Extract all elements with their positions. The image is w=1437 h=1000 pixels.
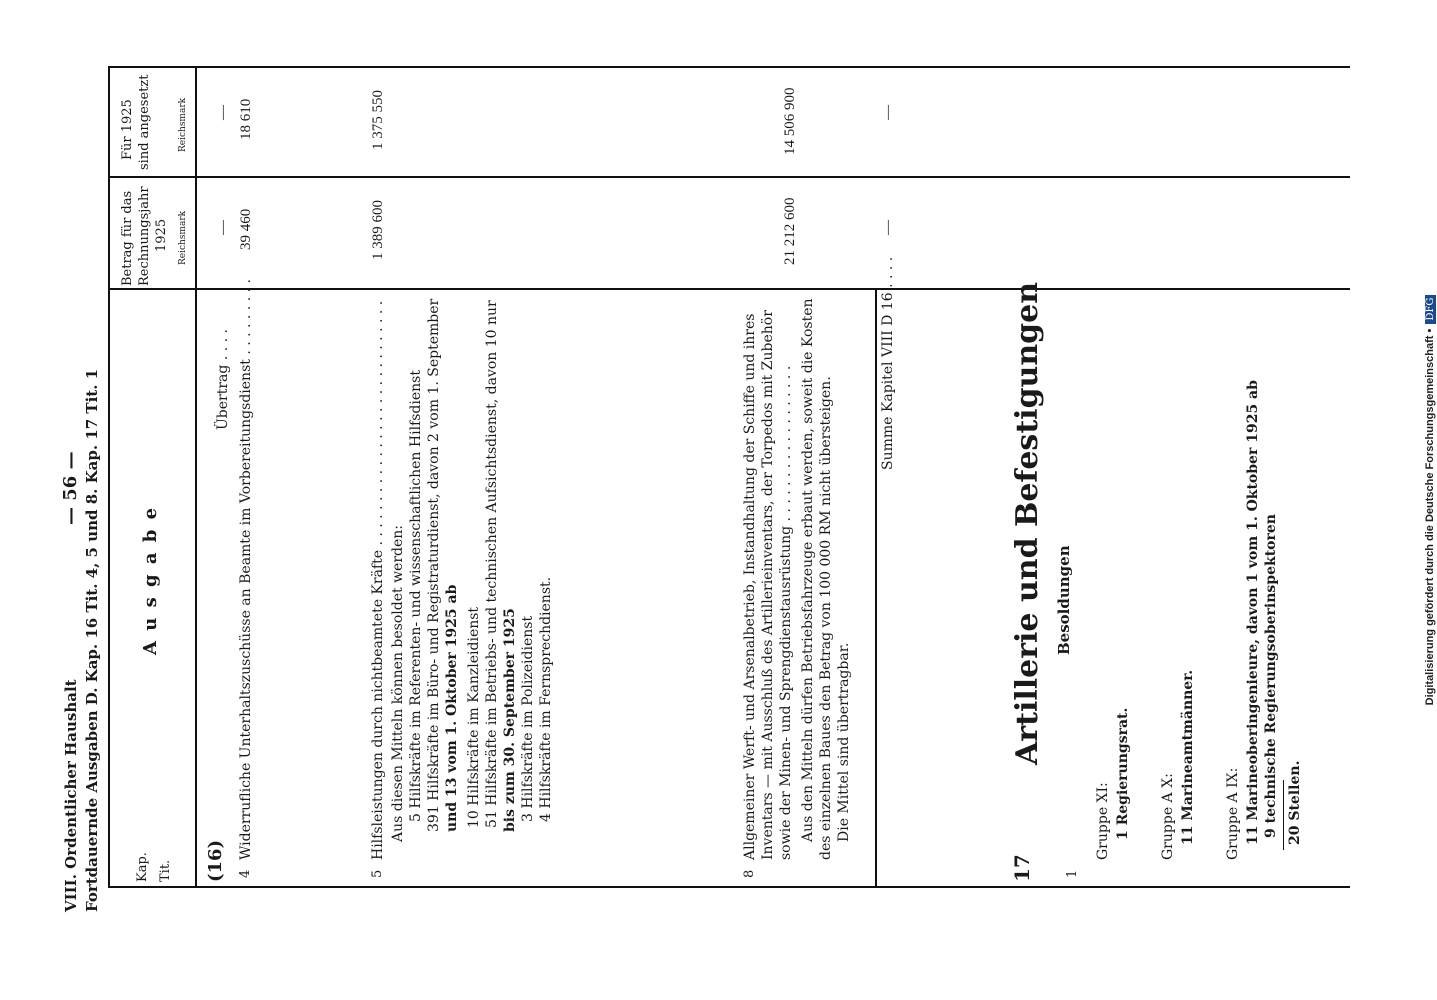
col-kap: Kap.: [135, 852, 150, 882]
table-head-rule: [195, 68, 197, 888]
tit-5-sub-4a: 51 Hilfskräfte im Betriebs- und technischen Aufsichtsdienst, davon 10 nur: [484, 300, 500, 828]
page-number: — 56 —: [60, 451, 81, 525]
tit-5-betrag: 1 389 600: [370, 200, 386, 260]
gruppe-aix-item-1: 11 Marineoberingenieure, davon 1 vom 1. Oktober 1925 ab: [1245, 380, 1261, 845]
tit-5-sub-0: Aus diesen Mitteln können besoldet werden:: [390, 524, 406, 842]
kap-17-title: Artillerie und Befestigungen: [1010, 281, 1045, 765]
tit-5-angesetzt: 1 375 550: [370, 90, 386, 150]
tit-5-sub-5: 3 Hilfskräfte im Polizeidienst: [520, 615, 536, 822]
summe-betrag: —: [880, 220, 896, 235]
tit-5-text: Hilfsleistungen durch nichtbeamtete Kräfte . . . . . . . . . . . . . . . . . . . . . . . . . . . .: [370, 300, 386, 860]
tit-8-angesetzt: 14 506 900: [782, 87, 798, 155]
tit-8-text-2: Inventars — mit Ausschluß des Artillerieinventars, der Torpedos mit Zubehör: [760, 310, 776, 860]
gruppe-aix-total: 20 Stellen.: [1287, 760, 1303, 845]
tit-4-betrag: 39 460: [238, 208, 254, 250]
gruppe-ax-item: 11 Marineamtmänner.: [1180, 669, 1196, 845]
dfg-logo: DFG: [1425, 295, 1436, 324]
besoldungen-heading: Besoldungen: [1055, 545, 1073, 655]
col-betrag-2: Rechnungsjahr: [137, 186, 152, 286]
gruppe-xi-item: 1 Regierungsrat.: [1115, 707, 1131, 840]
gruppe-ax: Gruppe A X:: [1160, 773, 1176, 860]
tit-5-sub-6: 4 Hilfskräfte im Fernsprechdienst.: [538, 576, 554, 822]
summe-angesetzt: —: [880, 105, 896, 120]
tit-8-text-1: Allgemeiner Werft- und Arsenalbetrieb, Instandhaltung der Schiffe und ihres: [742, 313, 758, 860]
header-line-1: VIII. Ordentlicher Haushalt: [62, 679, 80, 912]
tit-4: 4: [238, 869, 253, 878]
uebertrag-angesetzt: —: [215, 105, 231, 120]
tit-8-text-4: Aus den Mitteln dürfen Betriebsfahrzeuge erbaut werden, soweit die Kosten: [800, 298, 816, 842]
tit-8-text-5: des einzelnen Baues den Betrag von 100 000 RM nicht übersteigen.: [818, 376, 834, 860]
tit-8-betrag: 21 212 600: [782, 197, 798, 265]
dfg-credit-text: Digitalisierung gefördert durch die Deutsche Forschungsgemeinschaft •: [1424, 328, 1436, 706]
tit-5-sub-2a: 391 Hilfskräfte im Büro- und Registraturdienst, davon 2 vom 1. September: [426, 298, 442, 832]
gruppe-aix-item-2: 9 technische Regierungsoberinspektoren: [1263, 514, 1279, 838]
tit-1: 1: [1065, 869, 1080, 878]
col-angesetzt-1: Für 1925: [120, 99, 135, 160]
table-top-rule: [108, 68, 110, 888]
tit-5: 5: [370, 869, 385, 878]
col-tit: Tit.: [158, 859, 173, 882]
col-angesetzt-2: sind angesetzt: [137, 74, 152, 170]
tit-4-angesetzt: 18 610: [238, 98, 254, 140]
uebertrag-betrag: —: [215, 220, 231, 235]
gruppe-xi: Gruppe XI:: [1095, 782, 1111, 860]
tit-4-text: Widerrufliche Unterhaltszuschüsse an Beamte im Vorbereitungsdienst . . . . . . . . .: [238, 279, 254, 860]
tit-5-sub-4b: bis zum 30. September 1925: [502, 608, 518, 832]
uebertrag-label: Übertrag . . . .: [215, 329, 231, 430]
kap-17: 17: [1010, 854, 1034, 882]
tit-5-sub-3: 10 Hilfskräfte im Kanzleidienst: [466, 606, 482, 828]
col-betrag-1: Betrag für das: [120, 190, 135, 286]
tit-8: 8: [742, 869, 757, 878]
tit-8-text-6: Die Mittel sind übertragbar.: [836, 642, 852, 842]
tit-5-sub-2b: und 13 vom 1. Oktober 1925 ab: [444, 584, 460, 832]
tit-5-sub-1: 5 Hilfskräfte im Referenten- und wissenschaftlichen Hilfsdienst: [408, 370, 424, 822]
col-betrag-unit: Reichsmark: [178, 210, 188, 265]
tit-8-text-3: sowie der Minen- und Sprengdienstausrüstung . . . . . . . . . . . . . . . . . .: [778, 365, 794, 860]
col-betrag-3: 1925: [154, 218, 169, 252]
dfg-credit-strip: [1418, 10, 1434, 990]
col-kap-left: [108, 886, 1350, 888]
col-ausgabe-right: [108, 288, 1350, 290]
col-ausgabe: A u s g a b e: [140, 505, 161, 655]
header-line-2: Fortdauernde Ausgaben D. Kap. 16 Tit. 4, 5 und 8. Kap. 17 Tit. 1: [83, 368, 101, 912]
summe-rule: [875, 288, 877, 888]
gruppe-aix-sum-rule: [1283, 780, 1284, 850]
kap-16: (16): [205, 839, 226, 882]
col-angesetzt-right: [108, 66, 1350, 68]
summe-label: Summe Kapitel VIII D 16 . . . .: [880, 256, 896, 470]
col-betrag-right: [108, 176, 1350, 178]
col-angesetzt-unit: Reichsmark: [178, 97, 188, 152]
gruppe-aix: Gruppe A IX:: [1225, 767, 1241, 860]
